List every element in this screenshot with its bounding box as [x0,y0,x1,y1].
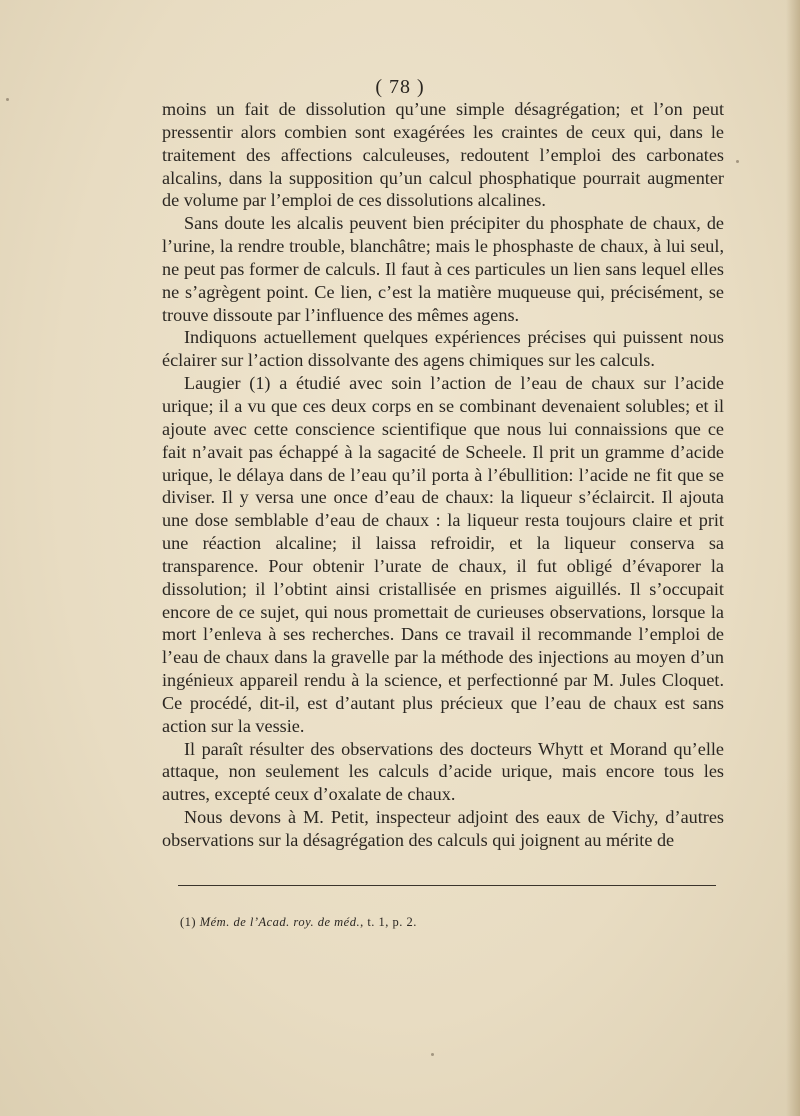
paragraph-3: Indiquons actuellement quelques expériences précises qui puissent nous éclairer sur l’action dissolvante des agens chimiques sur les calculs. [162,327,724,371]
paragraph-4: Laugier (1) a étudié avec soin l’action de l’eau de chaux sur l’acide urique; il a vu que ces deux corps en se combinant devenaient solubles; et il ajoute avec cette conscience scientifique que nous lui connaissions que ce fait n’avait pas échappé à la sagacité de Scheele. Il prit un gramme d’acide urique, le délaya dans de l’eau qu’il porta à l’ébullition: l’acide ne fit que se diviser. Il y versa une once d’eau de chaux: la liqueur s’éclaircit. Il ajouta une dose semblable d’eau de chaux : la liqueur resta toujours claire et prit une réaction alcaline; il laissa refroidir, et la liqueur conserva sa transparence. Pour obtenir l’urate de chaux, il fut obligé d’évaporer la dissolution; il l’obtint ainsi cristallisée en prismes aiguillés. Il s’occupait encore de ce sujet, qui nous promettait de curieuses observations, lorsque la mort l’enleva à ses recherches. Dans ce travail il recommande l’emploi de l’eau de chaux dans la gravelle par la méthode des injections au moyen d’un ingénieux appareil rendu à la science, et perfectionné par M. Jules Cloquet. Ce procédé, dit-il, est d’autant plus précieux que l’eau de chaux est sans action sur la vessie. [162,373,724,736]
footnote-source: Mém. de l’Acad. roy. de méd. [199,915,361,929]
body-text [162,98,724,852]
page-edge-shadow [786,0,800,1116]
page-number: ( 78 ) [375,76,425,98]
footnote-reference: , t. 1, p. 2. [360,915,417,929]
paper-speck [736,160,739,163]
footnote-marker: (1) [180,915,197,929]
paragraph-2: Sans doute les alcalis peuvent bien précipiter du phosphate de chaux, de l’urine, la rendre trouble, blanchâtre; mais le phosphaste de chaux, à lui seul, ne peut pas former de calculs. Il faut à ces particules un lien sans lequel elles ne s’agrègent point. Ce lien, c’est la matière muqueuse qui, précisément, se trouve dissoute par l’influence des mêmes agens. [162,213,724,325]
paragraph-5: Il paraît résulter des observations des docteurs Whytt et Morand qu’elle attaque, non seulement les calculs d’acide urique, mais encore tous les autres, excepté ceux d’oxalate de chaux. [162,738,724,805]
paragraph-1: moins un fait de dissolution qu’une simple désagrégation; et l’on peut pressentir alors combien sont exagérées les craintes de ceux qui, dans le traitement des affections calculeuses, redoutent l’emploi des carbonates alcalins, dans la supposition qu’un calcul phosphatique pourrait augmenter de volume par l’emploi de ces dissolutions alcalines. [162,99,724,211]
footnote [180,915,720,930]
paper-speck [6,98,9,101]
footnote-rule [178,885,716,886]
paper-speck [431,1053,434,1056]
paragraph-6: Nous devons à M. Petit, inspecteur adjoint des eaux de Vichy, d’autres observations sur la désagrégation des calculs qui joignent au mérite de [162,807,724,850]
